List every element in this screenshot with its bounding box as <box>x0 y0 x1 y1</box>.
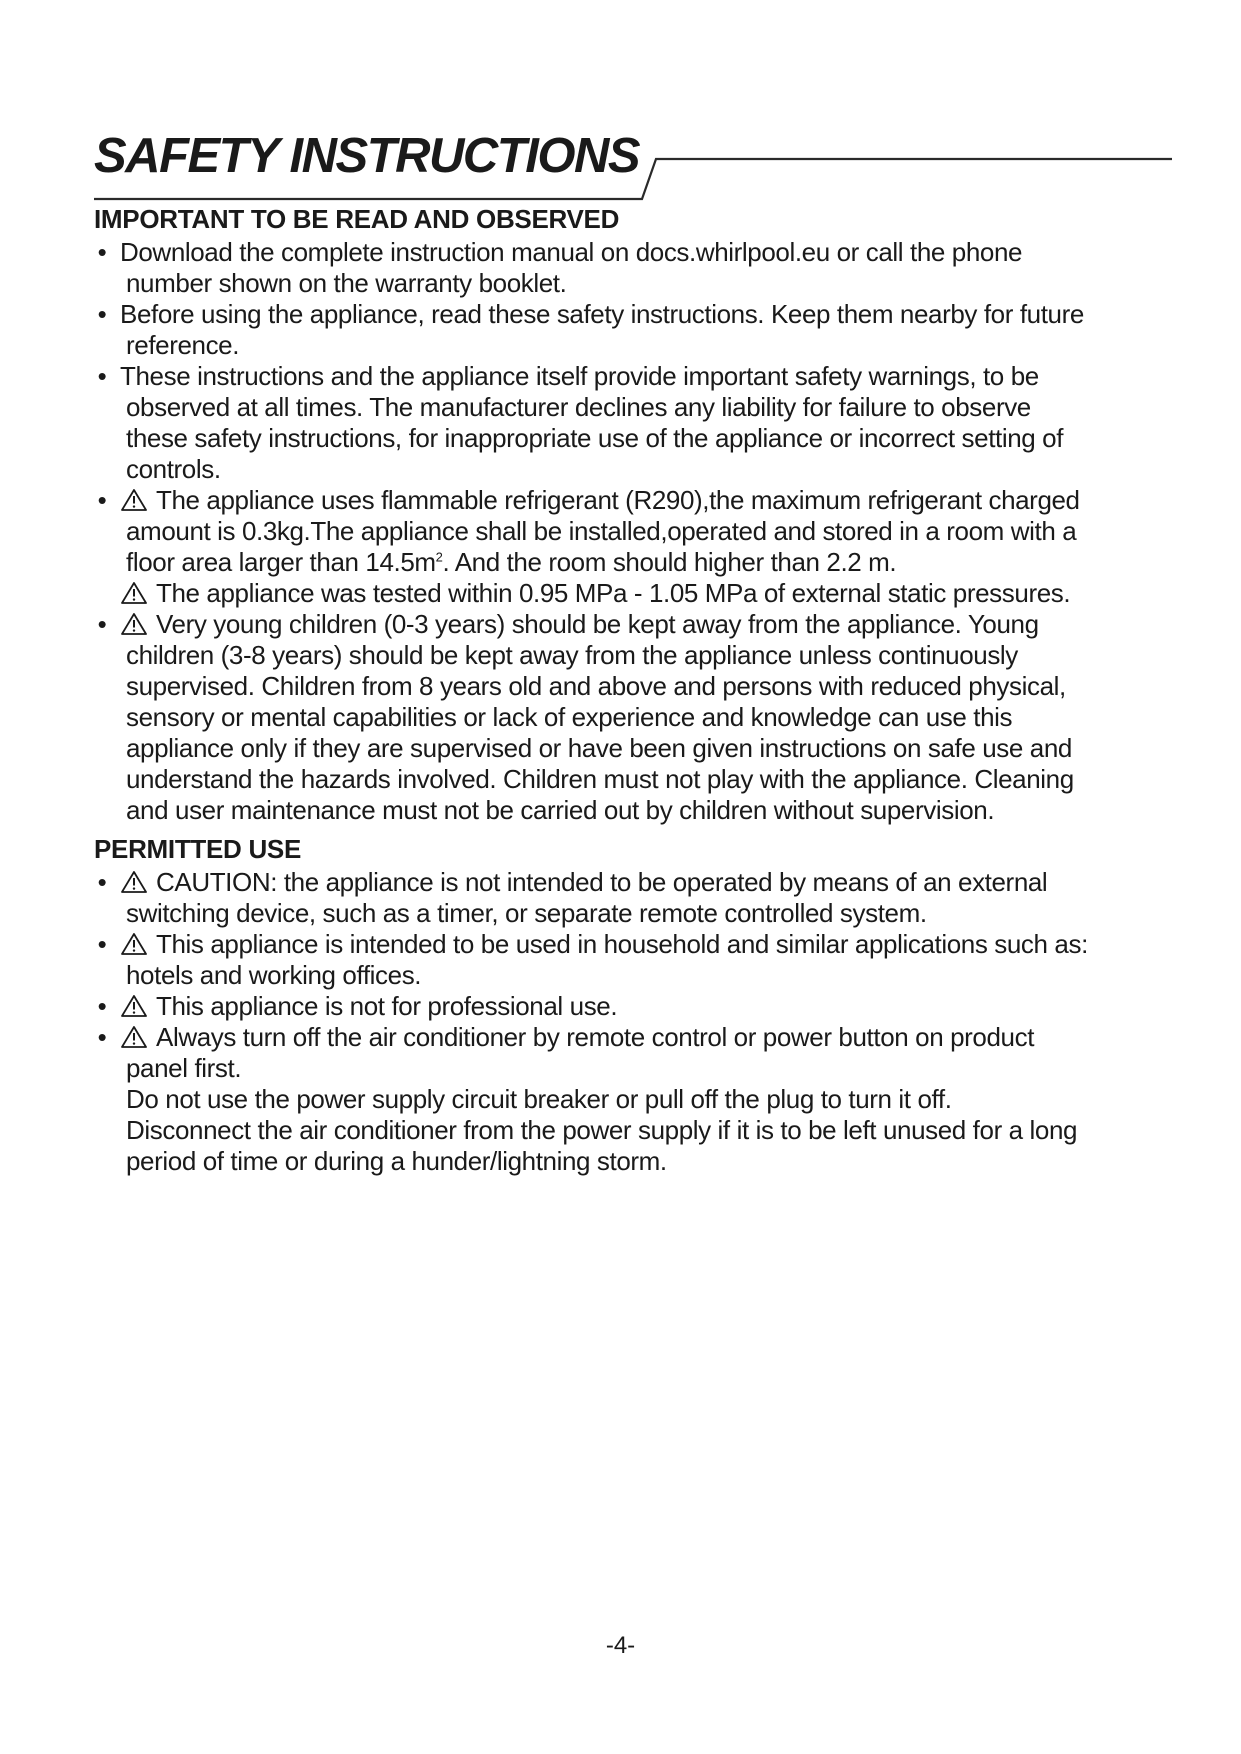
bullet-dot: • <box>97 299 107 329</box>
bullet-dot: • <box>97 867 107 897</box>
warning-triangle-icon <box>120 870 148 894</box>
section-heading-important: IMPORTANT TO BE READ AND OBSERVED <box>94 204 620 234</box>
list-item <box>94 991 1174 1022</box>
item-text-line: The appliance uses flammable refrigerant (R290),the maximum refrigerant charged <box>156 485 1080 515</box>
item-text-line: floor area larger than 14.5m <box>126 547 436 577</box>
warning-triangle-icon <box>120 994 148 1018</box>
item-text-line: hotels and working offices. <box>126 960 422 990</box>
important-list <box>94 237 1174 826</box>
bullet-dot: • <box>97 991 107 1021</box>
bullet-dot: • <box>97 237 107 267</box>
warning-triangle-icon <box>120 581 148 605</box>
item-text-line: CAUTION: the appliance is not intended to be operated by means of an external <box>156 867 1048 897</box>
item-text-line: reference. <box>126 330 240 360</box>
list-item <box>94 1022 1174 1177</box>
page-title: SAFETY INSTRUCTIONS <box>94 129 640 183</box>
item-text-line: these safety instructions, for inappropriate use of the appliance or incorrect setting of <box>126 423 1064 453</box>
item-text-line: Download the complete instruction manual on docs.whirlpool.eu or call the phone <box>120 237 1023 267</box>
item-text-line: children (3-8 years) should be kept away from the appliance unless continuously <box>126 640 1018 670</box>
warning-triangle-icon <box>120 488 148 512</box>
permitted-use-list <box>94 867 1174 1177</box>
item-text-line: . And the room should higher than 2.2 m. <box>442 547 897 577</box>
bullet-dot: • <box>97 1022 107 1052</box>
bullet-dot: • <box>97 609 107 639</box>
pressure-note: The appliance was tested within 0.95 MPa - 1.05 MPa of external static pressures. <box>156 578 1071 608</box>
item-text-line: Disconnect the air conditioner from the power supply if it is to be left unused for a long <box>126 1115 1078 1145</box>
item-text-line: Very young children (0-3 years) should be kept away from the appliance. Young <box>156 609 1039 639</box>
list-item <box>94 299 1174 361</box>
title-block <box>94 122 1174 202</box>
item-text-line: and user maintenance must not be carried out by children without supervision. <box>126 795 995 825</box>
item-text-line: sensory or mental capabilities or lack of experience and knowledge can use this <box>126 702 1013 732</box>
item-text-line: appliance only if they are supervised or have been given instructions on safe use and <box>126 733 1072 763</box>
item-text-line: panel first. <box>126 1053 242 1083</box>
list-item <box>94 485 1174 609</box>
warning-triangle-icon <box>120 1025 148 1049</box>
list-item <box>94 237 1174 299</box>
section-heading-permitted-use: PERMITTED USE <box>94 834 302 864</box>
bullet-dot: • <box>97 361 107 391</box>
item-text-line: This appliance is not for professional use. <box>156 991 618 1021</box>
bullet-dot: • <box>97 929 107 959</box>
warning-triangle-icon <box>120 932 148 956</box>
item-text-line: number shown on the warranty booklet. <box>126 268 567 298</box>
item-text-line: This appliance is intended to be used in household and similar applications such as: <box>156 929 1088 959</box>
item-text-line: Always turn off the air conditioner by remote control or power button on product <box>156 1022 1035 1052</box>
item-text-line: Do not use the power supply circuit breaker or pull off the plug to turn it off. <box>126 1084 952 1114</box>
superscript-squared: 2 <box>435 549 443 565</box>
item-text-line: amount is 0.3kg.The appliance shall be installed,operated and stored in a room with a <box>126 516 1077 546</box>
list-item <box>94 867 1174 929</box>
bullet-dot: • <box>97 485 107 515</box>
item-text-line: period of time or during a hunder/lightning storm. <box>126 1146 667 1176</box>
item-text-line: These instructions and the appliance itself provide important safety warnings, to be <box>120 361 1039 391</box>
item-text-line: switching device, such as a timer, or separate remote controlled system. <box>126 898 927 928</box>
list-item <box>94 609 1174 826</box>
page-number: -4- <box>605 1632 636 1659</box>
instructions-content <box>94 204 1174 1177</box>
list-item <box>94 361 1174 485</box>
item-text-line: supervised. Children from 8 years old and above and persons with reduced physical, <box>126 671 1066 701</box>
item-text-line: observed at all times. The manufacturer declines any liability for failure to observe <box>126 392 1031 422</box>
item-text-line: controls. <box>126 454 221 484</box>
item-text-line: understand the hazards involved. Children must not play with the appliance. Cleaning <box>126 764 1074 794</box>
list-item <box>94 929 1174 991</box>
item-text-line: Before using the appliance, read these safety instructions. Keep them nearby for future <box>120 299 1084 329</box>
warning-triangle-icon <box>120 612 148 636</box>
